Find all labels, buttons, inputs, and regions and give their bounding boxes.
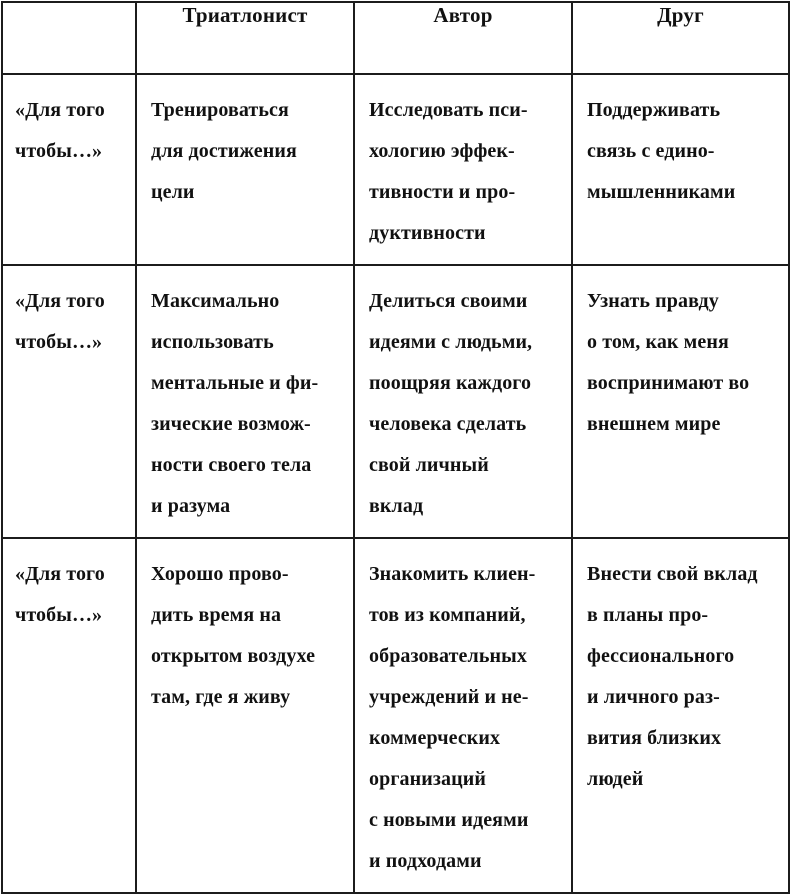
text-line: зические возмож-: [151, 413, 311, 435]
header-cell-author: Автор: [354, 2, 572, 74]
text-line: «Для того: [15, 563, 105, 585]
text-line: цели: [151, 181, 195, 203]
cell-author-text: [355, 266, 571, 537]
text-line: о том, как меня: [587, 331, 729, 353]
text-line: Поддерживать: [587, 99, 721, 121]
cell-friend-text: [573, 266, 788, 455]
text-line: Максимально: [151, 290, 280, 312]
table-row: [2, 265, 789, 538]
cell-prompt-text: [3, 539, 135, 646]
text-line: и разума: [151, 495, 231, 517]
text-line: внешнем мире: [587, 413, 721, 435]
text-line: ности своего тела: [151, 454, 312, 476]
cell-triathlete: [136, 265, 354, 538]
cell-prompt-text: [3, 266, 135, 373]
cell-prompt: [2, 265, 136, 538]
cell-author: [354, 538, 572, 893]
text-line: «Для того: [15, 290, 105, 312]
text-line: людей: [587, 768, 644, 790]
cell-triathlete-text: [137, 75, 353, 223]
document-page: [0, 1, 790, 872]
cell-author: [354, 265, 572, 538]
cell-triathlete: [136, 74, 354, 265]
text-line: тивности и про-: [369, 181, 516, 203]
text-line: тов из компаний,: [369, 604, 526, 626]
text-line: открытом воздухе: [151, 645, 316, 667]
cell-friend-text: [573, 539, 788, 810]
text-line: человека сделать: [369, 413, 527, 435]
text-line: «Для того: [15, 99, 105, 121]
text-line: идеями с людьми,: [369, 331, 533, 353]
header-cell-triathlete: Триатлонист: [136, 2, 354, 74]
text-line: чтобы…»: [15, 140, 103, 162]
text-line: с новыми идеями: [369, 809, 529, 831]
table-header: [2, 2, 789, 74]
text-line: вития близких: [587, 727, 722, 749]
table-body: [2, 74, 789, 893]
header-cell-friend: Друг: [572, 2, 789, 74]
cell-friend-text: [573, 75, 788, 223]
text-line: мышленниками: [587, 181, 736, 203]
text-line: для достижения: [151, 140, 297, 162]
cell-friend: [572, 265, 789, 538]
table-header-row: [2, 2, 789, 74]
text-line: в планы про-: [587, 604, 709, 626]
text-line: фессионального: [587, 645, 735, 667]
cell-author-text: [355, 75, 571, 264]
cell-author: [354, 74, 572, 265]
text-line: чтобы…»: [15, 604, 103, 626]
text-line: дуктивности: [369, 222, 486, 244]
cell-prompt: [2, 74, 136, 265]
text-line: Хорошо прово-: [151, 563, 289, 585]
cell-triathlete-text: [137, 539, 353, 728]
text-line: и подходами: [369, 850, 482, 872]
text-line: дить время на: [151, 604, 282, 626]
text-line: коммерческих: [369, 727, 501, 749]
text-line: Узнать правду: [587, 290, 719, 312]
text-line: воспринимают во: [587, 372, 750, 394]
text-line: связь с едино-: [587, 140, 715, 162]
text-line: и личного раз-: [587, 686, 720, 708]
text-line: вклад: [369, 495, 424, 517]
cell-prompt-text: [3, 75, 135, 182]
text-line: чтобы…»: [15, 331, 103, 353]
header-cell-blank: [2, 2, 136, 74]
goals-table: [1, 1, 790, 894]
text-line: поощряя каждого: [369, 372, 532, 394]
cell-triathlete: [136, 538, 354, 893]
table-row: [2, 538, 789, 893]
text-line: Знакомить клиен-: [369, 563, 536, 585]
text-line: Делиться своими: [369, 290, 528, 312]
cell-triathlete-text: [137, 266, 353, 537]
text-line: организаций: [369, 768, 486, 790]
text-line: Тренироваться: [151, 99, 289, 121]
text-line: Исследовать пси-: [369, 99, 528, 121]
text-line: Внести свой вклад: [587, 563, 758, 585]
table-row: [2, 74, 789, 265]
cell-friend: [572, 538, 789, 893]
text-line: там, где я живу: [151, 686, 291, 708]
text-line: свой личный: [369, 454, 489, 476]
text-line: использовать: [151, 331, 274, 353]
text-line: учреждений и не-: [369, 686, 529, 708]
text-line: хологию эффек-: [369, 140, 515, 162]
cell-author-text: [355, 539, 571, 892]
text-line: ментальные и фи-: [151, 372, 319, 394]
cell-friend: [572, 74, 789, 265]
text-line: образовательных: [369, 645, 527, 667]
cell-prompt: [2, 538, 136, 893]
